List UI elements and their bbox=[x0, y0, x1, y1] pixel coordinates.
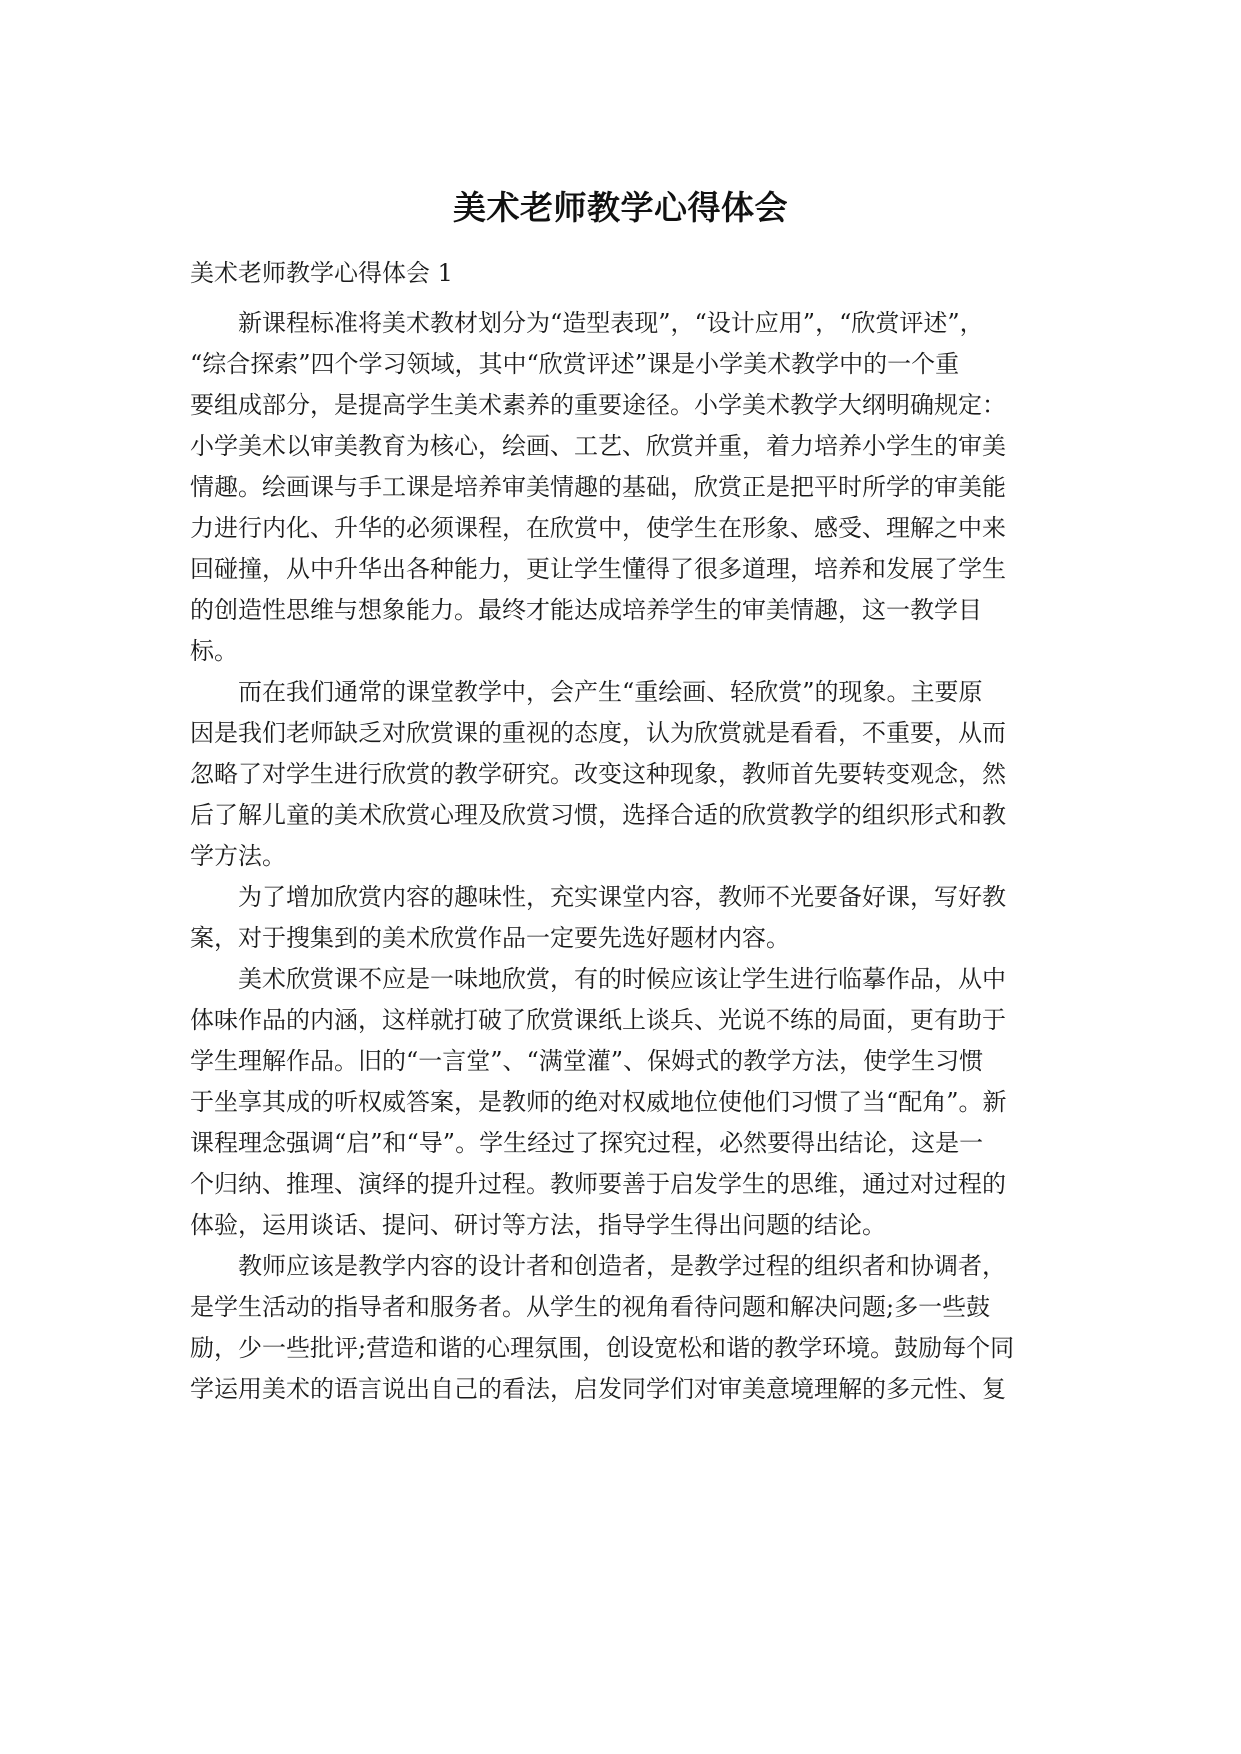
paragraph-line: 而在我们通常的课堂教学中，会产生“重绘画、轻欣赏”的现象。主要原 bbox=[190, 678, 983, 706]
document-body bbox=[190, 303, 1050, 1410]
paragraph bbox=[190, 672, 1050, 877]
paragraph-line: 励，少一些批评;营造和谐的心理氛围，创设宽松和谐的教学环境。鼓励每个同 bbox=[190, 1334, 1015, 1362]
paragraph-line: 小学美术以审美教育为核心，绘画、工艺、欣赏并重，着力培养小学生的审美 bbox=[190, 432, 1006, 460]
paragraph-line: 个归纳、推理、演绎的提升过程。教师要善于启发学生的思维，通过对过程的 bbox=[190, 1170, 1006, 1198]
paragraph-line: 为了增加欣赏内容的趣味性，充实课堂内容，教师不光要备好课，写好教 bbox=[190, 883, 1006, 911]
paragraph-line: 学运用美术的语言说出自己的看法，启发同学们对审美意境理解的多元性、复 bbox=[190, 1375, 1006, 1403]
paragraph-line: 标。 bbox=[190, 637, 238, 665]
paragraph-line: 体味作品的内涵，这样就打破了欣赏课纸上谈兵、光说不练的局面，更有助于 bbox=[190, 1006, 1006, 1034]
paragraph-line: 案，对于搜集到的美术欣赏作品一定要先选好题材内容。 bbox=[190, 924, 790, 952]
paragraph-line: 体验，运用谈话、提问、研讨等方法，指导学生得出问题的结论。 bbox=[190, 1211, 886, 1239]
paragraph bbox=[190, 303, 1050, 672]
paragraph-line: “综合探索”四个学习领域，其中“欣赏评述”课是小学美术教学中的一个重 bbox=[190, 350, 960, 378]
paragraph bbox=[190, 1246, 1050, 1410]
paragraph-line: 教师应该是教学内容的设计者和创造者，是教学过程的组织者和协调者， bbox=[190, 1252, 1006, 1280]
paragraph-line: 学生理解作品。旧的“一言堂”、“满堂灌”、保姆式的教学方法，使学生习惯 bbox=[190, 1047, 984, 1075]
paragraph-line: 于坐享其成的听权威答案，是教师的绝对权威地位使他们习惯了当“配角”。新 bbox=[190, 1088, 1007, 1116]
paragraph bbox=[190, 959, 1050, 1246]
paragraph-line: 是学生活动的指导者和服务者。从学生的视角看待问题和解决问题;多一些鼓 bbox=[190, 1293, 991, 1321]
paragraph-line: 美术欣赏课不应是一味地欣赏，有的时候应该让学生进行临摹作品，从中 bbox=[190, 965, 1006, 993]
paragraph-line: 要组成部分，是提高学生美术素养的重要途径。小学美术教学大纲明确规定： bbox=[190, 391, 1006, 419]
document-title: 美术老师教学心得体会 bbox=[453, 188, 788, 227]
paragraph-line: 力进行内化、升华的必须课程，在欣赏中，使学生在形象、感受、理解之中来 bbox=[190, 514, 1006, 542]
paragraph-line: 新课程标准将美术教材划分为“造型表现”，“设计应用”，“欣赏评述”， bbox=[190, 309, 984, 337]
paragraph-line: 回碰撞，从中升华出各种能力，更让学生懂得了很多道理，培养和发展了学生 bbox=[190, 555, 1006, 583]
paragraph-line: 忽略了对学生进行欣赏的教学研究。改变这种现象，教师首先要转变观念，然 bbox=[190, 760, 1006, 788]
paragraph bbox=[190, 877, 1050, 959]
paragraph-line: 的创造性思维与想象能力。最终才能达成培养学生的审美情趣，这一教学目 bbox=[190, 596, 982, 624]
section-heading: 美术老师教学心得体会 1 bbox=[190, 259, 453, 287]
paragraph-line: 课程理念强调“启”和“导”。学生经过了探究过程，必然要得出结论，这是一 bbox=[190, 1129, 984, 1157]
paragraph-line: 因是我们老师缺乏对欣赏课的重视的态度，认为欣赏就是看看，不重要，从而 bbox=[190, 719, 1006, 747]
paragraph-line: 情趣。绘画课与手工课是培养审美情趣的基础，欣赏正是把平时所学的审美能 bbox=[190, 473, 1006, 501]
paragraph-line: 后了解儿童的美术欣赏心理及欣赏习惯，选择合适的欣赏教学的组织形式和教 bbox=[190, 801, 1006, 829]
paragraph-line: 学方法。 bbox=[190, 842, 286, 870]
